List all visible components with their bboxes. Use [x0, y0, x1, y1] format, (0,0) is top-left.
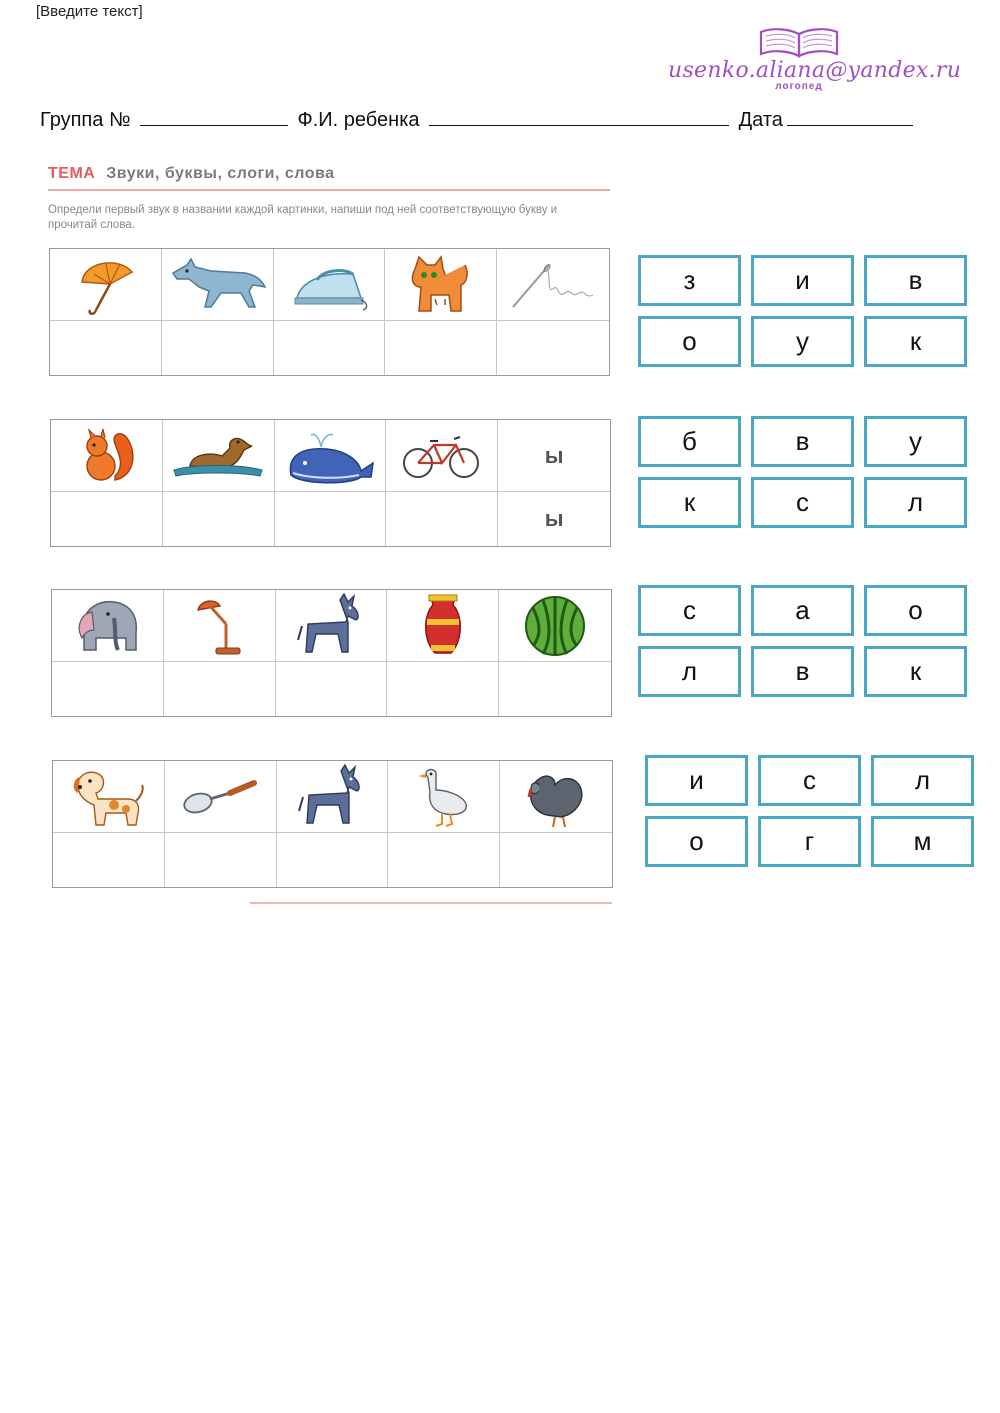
- student-info-line: [40, 107, 917, 132]
- letter-tile[interactable]: с: [751, 477, 854, 528]
- answer-cell[interactable]: [165, 833, 277, 887]
- letter-tile[interactable]: к: [864, 646, 967, 697]
- needle-icon: [505, 259, 601, 311]
- letter-tile[interactable]: с: [758, 755, 861, 806]
- picture-watermelon: [499, 590, 611, 662]
- vase-icon: [419, 593, 467, 659]
- letter-tile[interactable]: в: [864, 255, 967, 306]
- watermelon-icon: [523, 594, 587, 658]
- picture-whale: [275, 420, 387, 492]
- placeholder-text[interactable]: [Введите текст]: [36, 3, 143, 20]
- picture-squirrel: [51, 420, 163, 492]
- picture-goose: [388, 761, 500, 833]
- picture-wolf: [162, 249, 274, 321]
- dog-icon: [70, 765, 146, 829]
- iron-icon: [287, 256, 371, 314]
- picture-turkey: [500, 761, 612, 833]
- squirrel-icon: [75, 426, 137, 486]
- topic-title: [48, 165, 610, 183]
- goose-icon: [414, 764, 474, 830]
- letter-tile[interactable]: л: [638, 646, 741, 697]
- exercise-3-grid: [51, 589, 612, 717]
- turkey-icon: [521, 765, 591, 829]
- answer-cell[interactable]: [500, 833, 612, 887]
- letter-tile[interactable]: л: [864, 477, 967, 528]
- group-label: Группа №: [40, 109, 131, 131]
- wolf-icon: [165, 255, 269, 315]
- answer-cell[interactable]: [387, 662, 499, 716]
- letter-tile[interactable]: а: [751, 585, 854, 636]
- duck-icon: [170, 430, 266, 482]
- letter-tile[interactable]: з: [638, 255, 741, 306]
- answer-cell[interactable]: [274, 321, 386, 375]
- exercise-1-letter-tiles: [638, 255, 967, 367]
- exercise-4-letter-tiles: [645, 755, 974, 867]
- letter-tile[interactable]: в: [751, 416, 854, 467]
- picture-vase: [387, 590, 499, 662]
- letter-tile[interactable]: о: [645, 816, 748, 867]
- spoon-icon: [180, 775, 260, 819]
- answer-cell[interactable]: [388, 833, 500, 887]
- donkey-icon: [294, 592, 368, 660]
- letter-tile[interactable]: с: [638, 585, 741, 636]
- picture-spoon: [165, 761, 277, 833]
- answer-cell[interactable]: [499, 662, 611, 716]
- answer-cell[interactable]: [276, 662, 388, 716]
- topic-instruction: Определи первый звук в названии каждой картинки, напиши под ней соответствующую букву и прочитай слова.: [48, 204, 558, 231]
- exercise-2-grid: [50, 419, 611, 547]
- lamp-icon: [184, 594, 254, 658]
- topic-tema-label: ТЕМА: [48, 165, 96, 182]
- bottom-divider: [250, 902, 612, 904]
- umbrella-icon: [70, 252, 140, 318]
- picture-iron: [274, 249, 386, 321]
- letter-tile[interactable]: и: [751, 255, 854, 306]
- donkey-icon: [295, 763, 369, 831]
- letter-tile[interactable]: о: [864, 585, 967, 636]
- topic-title-text: Звуки, буквы, слоги, слова: [106, 165, 335, 182]
- picture-lamp: [164, 590, 276, 662]
- bicycle-icon: [402, 431, 482, 481]
- logo: [668, 26, 962, 92]
- letter-tile[interactable]: и: [645, 755, 748, 806]
- letter-tile[interactable]: б: [638, 416, 741, 467]
- exercise-1-grid: [49, 248, 610, 376]
- letter-tile[interactable]: м: [871, 816, 974, 867]
- group-number-field[interactable]: [140, 107, 288, 126]
- elephant-icon: [70, 594, 144, 658]
- picture-elephant: [52, 590, 164, 662]
- printed-letter-cell: ы: [498, 420, 610, 492]
- picture-needle: [497, 249, 609, 321]
- answer-cell[interactable]: [50, 321, 162, 375]
- letter-tile[interactable]: у: [864, 416, 967, 467]
- answer-cell[interactable]: [497, 321, 609, 375]
- letter-tile[interactable]: г: [758, 816, 861, 867]
- letter-tile[interactable]: к: [864, 316, 967, 367]
- cat-icon: [405, 255, 477, 315]
- picture-dog: [53, 761, 165, 833]
- answer-cell[interactable]: [164, 662, 276, 716]
- answer-cell-printed: ы: [544, 506, 564, 531]
- answer-cell[interactable]: [275, 492, 387, 546]
- answer-cell[interactable]: [163, 492, 275, 546]
- answer-cell[interactable]: [51, 492, 163, 546]
- answer-cell[interactable]: [52, 662, 164, 716]
- picture-umbrella: [50, 249, 162, 321]
- letter-tile[interactable]: л: [871, 755, 974, 806]
- answer-cell[interactable]: [386, 492, 498, 546]
- letter-tile[interactable]: о: [638, 316, 741, 367]
- logo-email: usenko.aliana@yandex.ru: [668, 58, 962, 83]
- logo-role: логопед: [775, 81, 823, 92]
- exercise-2-letter-tiles: [638, 416, 967, 528]
- picture-duck: [163, 420, 275, 492]
- exercise-4-grid: [52, 760, 613, 888]
- picture-bicycle: [386, 420, 498, 492]
- topic-block: [48, 165, 610, 233]
- answer-cell[interactable]: [277, 833, 389, 887]
- picture-donkey: [277, 761, 389, 833]
- topic-divider: [48, 189, 610, 191]
- letter-tile[interactable]: у: [751, 316, 854, 367]
- picture-cat: [385, 249, 497, 321]
- exercise-3-letter-tiles: [638, 585, 967, 697]
- answer-cell[interactable]: [162, 321, 274, 375]
- book-icon: [757, 26, 841, 60]
- letter-tile[interactable]: к: [638, 477, 741, 528]
- whale-icon: [281, 425, 379, 487]
- letter-tile[interactable]: в: [751, 646, 854, 697]
- child-name-field[interactable]: [429, 107, 729, 126]
- date-field[interactable]: [787, 107, 913, 126]
- child-name-label: Ф.И. ребенка: [297, 109, 420, 131]
- answer-cell[interactable]: [385, 321, 497, 375]
- answer-cell[interactable]: [53, 833, 165, 887]
- date-label: Дата: [738, 109, 783, 131]
- picture-donkey: [276, 590, 388, 662]
